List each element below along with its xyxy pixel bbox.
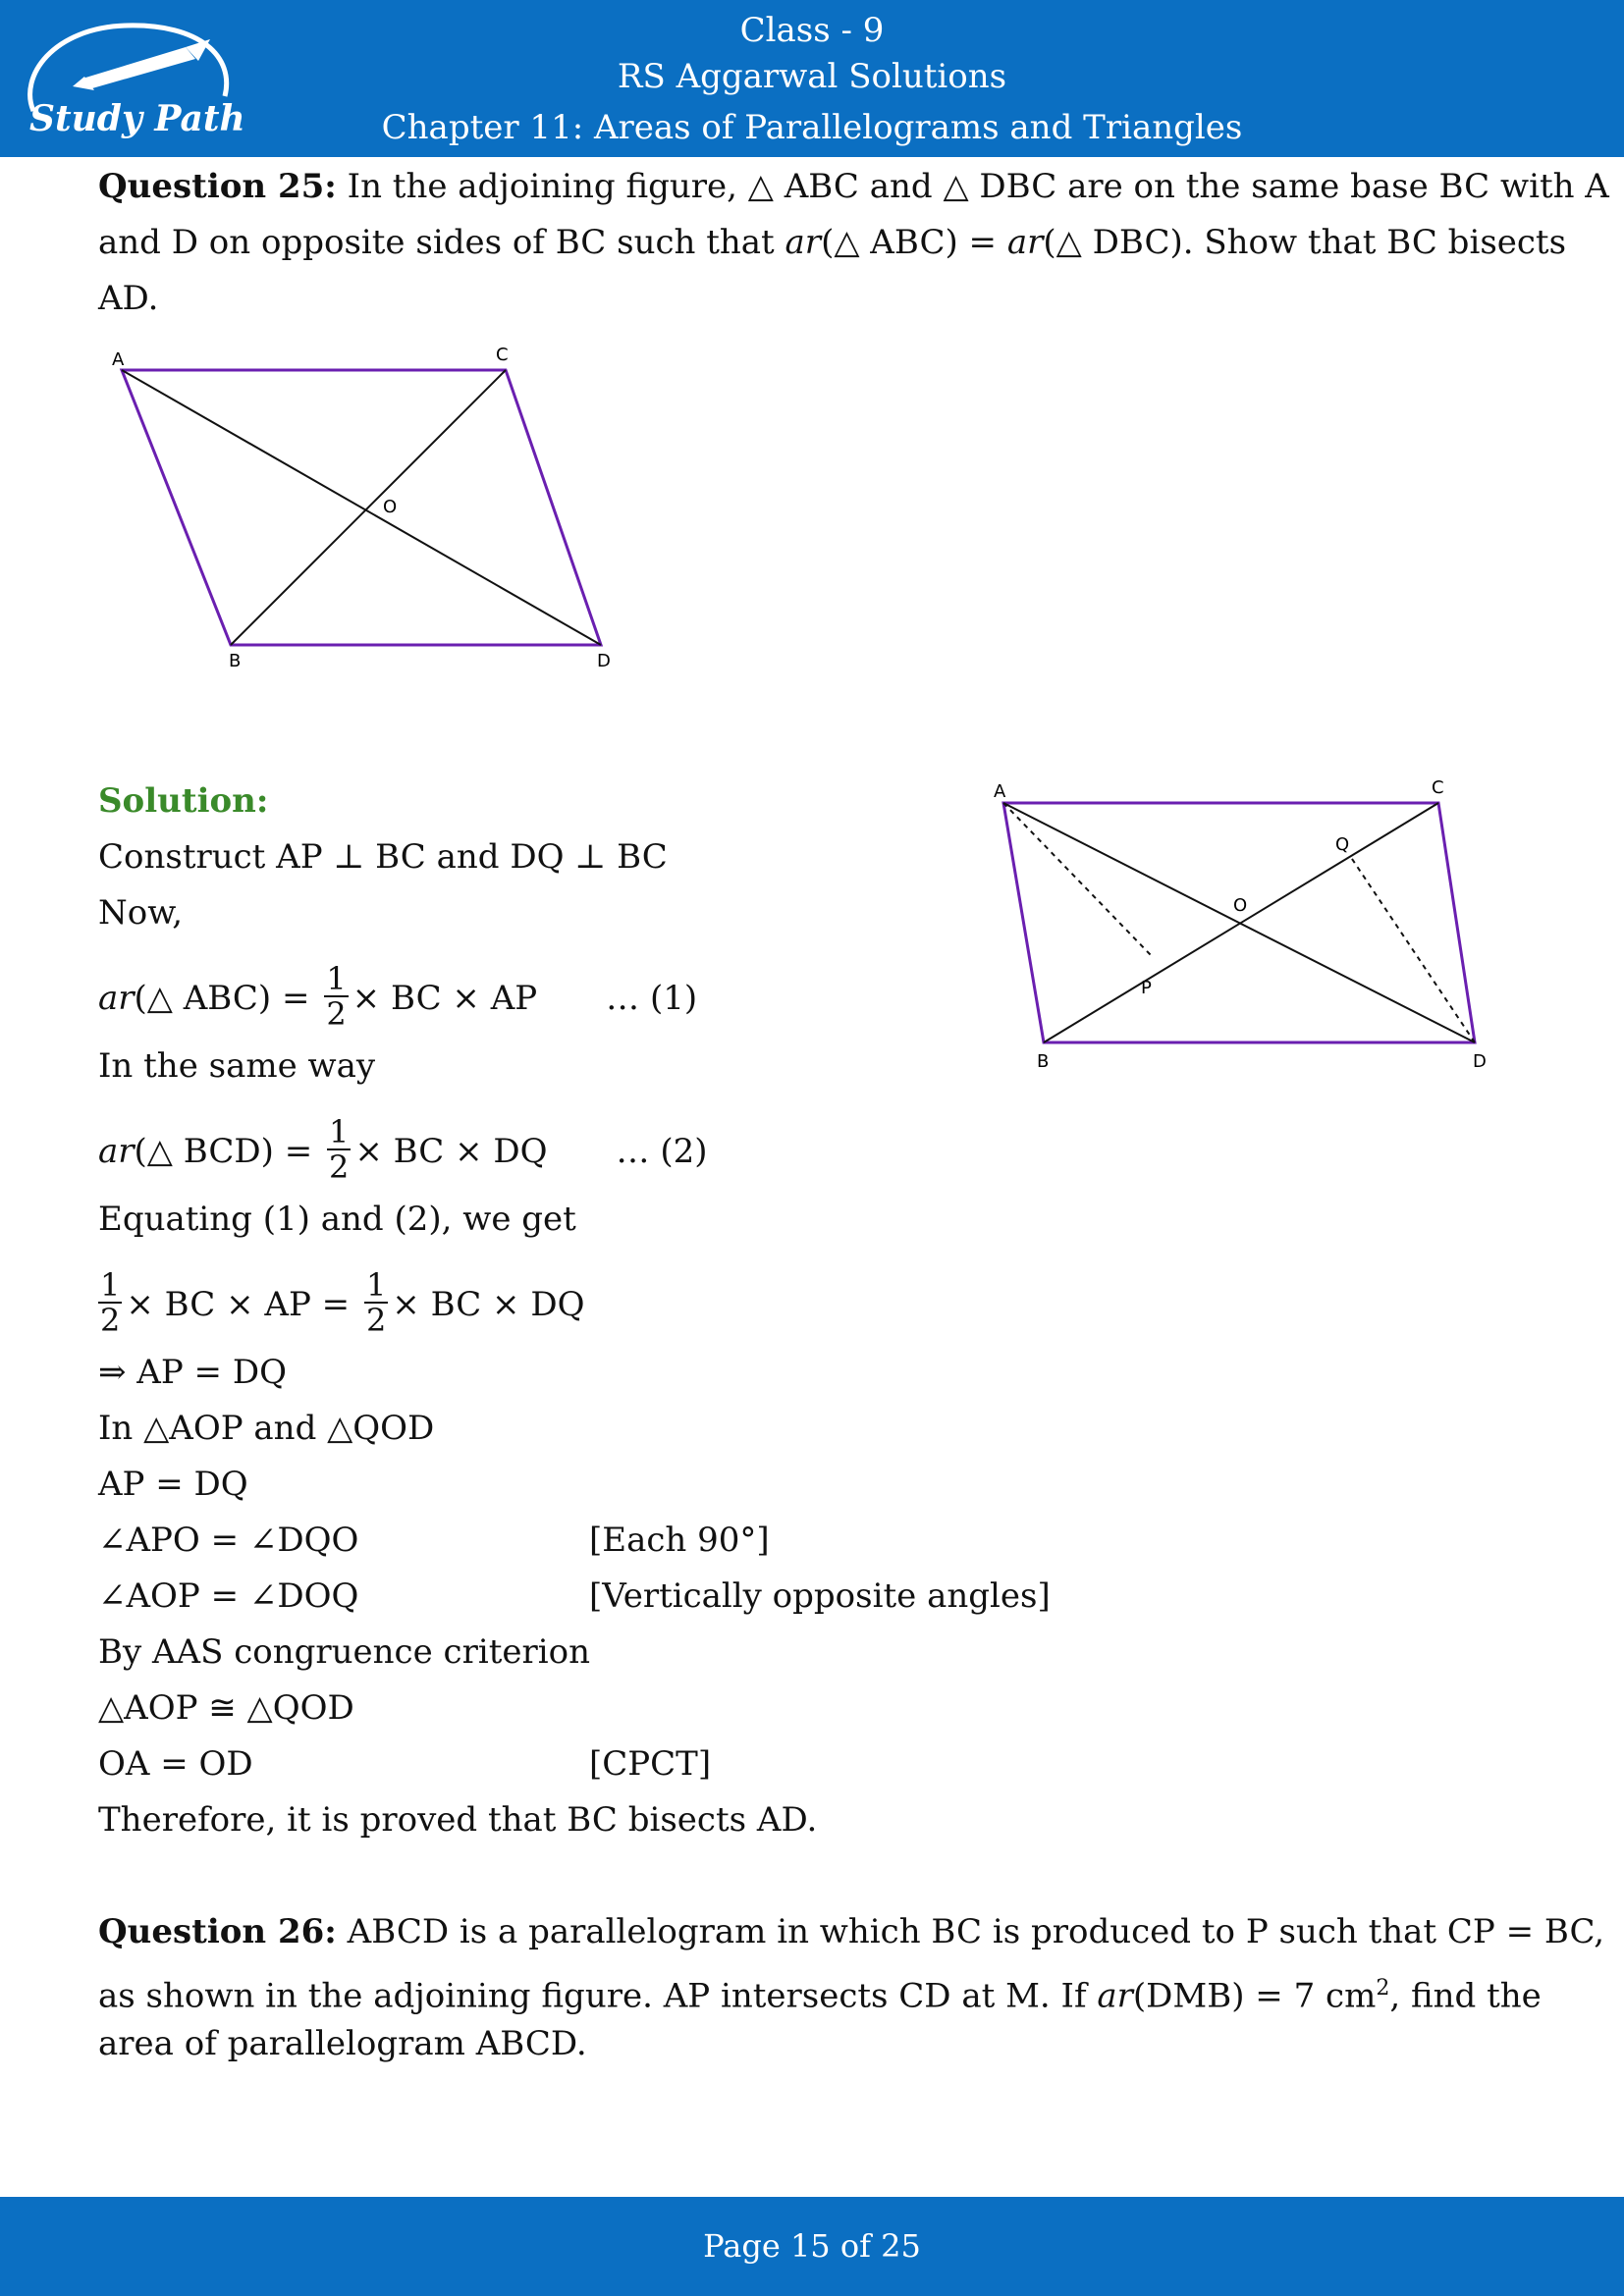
reason-cpct: [CPCT]: [589, 1744, 712, 1784]
label-b: B: [1037, 1051, 1050, 1070]
header-class: Class - 9: [739, 11, 885, 50]
equation-1-number: … (1): [606, 979, 698, 1018]
solution-figure: [982, 775, 1512, 1070]
label-c: C: [1432, 777, 1444, 798]
solution-angle-2: ∠AOP = ∠DOQ: [98, 1576, 359, 1616]
diagonal-ad: [122, 370, 601, 645]
fraction-half: $\frac{1}{2}$: [326, 960, 347, 1033]
label-o: O: [383, 497, 398, 517]
fraction-half: $\frac{1}{2}$: [329, 1113, 350, 1186]
reason-vertically-opposite: [Vertically opposite angles]: [589, 1576, 1051, 1616]
label-a: A: [112, 349, 125, 370]
solution-angle-1: ∠APO = ∠DQO: [98, 1521, 359, 1560]
q25-line2: and D on opposite sides of BC such that ar(△ ABC) = ar(△ DBC). Show that BC bisects: [98, 223, 1567, 262]
diagonal-bc: [231, 370, 506, 645]
solution-same-way: In the same way: [98, 1046, 376, 1086]
q26-line2: as shown in the adjoining figure. AP intersects CD at M. If ar(DMB) = 7 $cm^2$, find the: [98, 1976, 1542, 2016]
equation-1: ar(△ ABC) = $\frac{1}{2}$ × BC × AP … (1): [98, 960, 698, 1033]
solution-aas: By AAS congruence criterion: [98, 1632, 590, 1672]
page-header: [0, 0, 1624, 157]
diagonal-ad: [1003, 803, 1475, 1042]
diagonal-bc: [1044, 803, 1438, 1042]
solution-construct: Construct AP ⊥ BC and DQ ⊥ BC: [98, 837, 668, 877]
label-d: D: [597, 651, 611, 671]
solution-now: Now,: [98, 893, 184, 933]
q26-line3: area of parallelogram ABCD.: [98, 2024, 587, 2063]
solution-oa-od: OA = OD: [98, 1744, 253, 1784]
label-d: D: [1473, 1051, 1487, 1070]
fraction-half: $\frac{1}{2}$: [365, 1266, 387, 1339]
total-pages: 25: [881, 2227, 921, 2265]
header-chapter: Chapter 11: Areas of Parallelograms and Triangles: [381, 108, 1243, 147]
solution-conclusion: Therefore, it is proved that BC bisects AD.: [98, 1800, 818, 1840]
label-b: B: [229, 651, 242, 671]
label-a: A: [994, 781, 1006, 802]
page-footer: Page 15 of 25: [0, 2197, 1624, 2296]
q25-line3: AD.: [98, 279, 159, 318]
solution-label: Solution:: [98, 781, 269, 821]
perpendicular-dq: [1350, 856, 1475, 1042]
q25-line1: Question 25: In the adjoining figure, △ ABC and △ DBC are on the same base BC with A: [98, 167, 1609, 206]
logo-text: Study Path: [29, 98, 245, 139]
equation-2-number: … (2): [616, 1132, 708, 1171]
solution-equating: Equating (1) and (2), we get: [98, 1200, 576, 1239]
q26-label: Question 26:: [98, 1912, 337, 1951]
solution-congruent: △AOP ≅ △QOD: [98, 1688, 354, 1728]
solution-implies: ⇒ AP = DQ: [98, 1353, 287, 1392]
fraction-half: $\frac{1}{2}$: [100, 1266, 121, 1339]
solution-ap-dq: AP = DQ: [98, 1465, 248, 1504]
q26-line1: Question 26: ABCD is a parallelogram in which BC is produced to P such that CP = BC,: [98, 1912, 1605, 1951]
header-book: RS Aggarwal Solutions: [617, 57, 1007, 96]
reason-each-90: [Each 90°]: [589, 1521, 770, 1560]
q25-label: Question 25:: [98, 167, 337, 206]
label-p: P: [1141, 978, 1152, 998]
current-page: 15: [789, 2227, 831, 2265]
label-o: O: [1233, 895, 1248, 916]
label-c: C: [496, 345, 509, 365]
equation-2: ar(△ BCD) = $\frac{1}{2}$ × BC × DQ … (2): [98, 1113, 708, 1186]
solution-in-triangles: In △AOP and △QOD: [98, 1409, 435, 1448]
q25-figure: [98, 339, 628, 677]
equation-3: $\frac{1}{2}$ × BC × AP = $\frac{1}{2}$ × BC × DQ: [100, 1266, 585, 1339]
label-q: Q: [1335, 834, 1350, 855]
